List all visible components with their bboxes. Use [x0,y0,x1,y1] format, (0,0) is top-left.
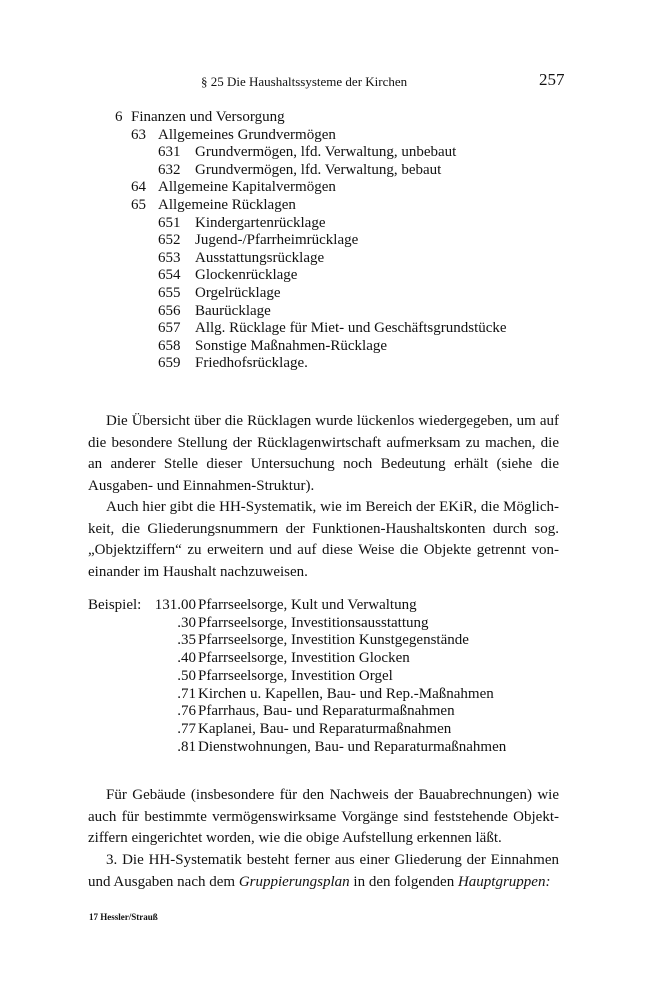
paragraph-line: ziffern eingerichtet worden, wie die obige Aufstellung erkennen läßt. [88,830,502,846]
example-label: Pfarrseelsorge, Kult und Verwaltung [198,597,417,613]
running-header [0,70,650,92]
outline-number: 631 [158,144,181,161]
outline-number: 653 [158,249,181,266]
example-code: .71 [177,685,196,702]
emphasis-gruppierungsplan: Gruppierungsplan [238,873,350,890]
example-code: .76 [177,703,196,720]
outline-number: 655 [158,285,181,301]
outline-number: 6 [115,109,123,125]
example-code: .50 [177,667,196,684]
paragraph-object-digits [88,497,559,583]
example-label: Kaplanei, Bau- und Reparaturmaßnahmen [198,720,452,737]
example-label: Kirchen u. Kapellen, Bau- und Rep.-Maßnahmen [198,685,494,702]
example-label: Pfarrseelsorge, Investition Glocken [198,650,410,667]
paragraph-line [88,872,559,894]
example-code: .35 [177,632,196,649]
example-code: .40 [177,650,196,667]
text-run: und Ausgaben nach dem [88,873,239,890]
outline-number: 651 [158,214,181,231]
outline-label: Grundvermögen, lfd. Verwaltung, unbebaut [195,144,457,161]
paragraph-line: Auch hier gibt die HH-Systematik, wie im Bereich der EKiR, die Möglich- [106,499,559,515]
example-label: Pfarrhaus, Bau- und Reparaturmaßnahmen [198,703,455,720]
text-run: in den folgenden [349,873,458,890]
outline-number: 652 [158,232,181,249]
paragraph-grouping-plan [88,850,559,893]
paragraph-line: keit, die Gliederungsnummern der Funktionen-Haushaltskonten durch sog. [88,520,559,537]
outline-label: Kindergartenrücklage [195,214,326,231]
outline-label: Grundvermögen, lfd. Verwaltung, bebaut [195,161,442,178]
outline-label: Allgemeine Rücklagen [158,197,296,213]
example-label: Pfarrseelsorge, Investition Orgel [198,667,393,684]
example-code: .30 [177,614,196,631]
outline-number: 659 [158,355,181,372]
header-title: § 25 Die Haushaltssysteme der Kirchen [201,74,408,89]
outline-label: Allgemeine Kapitalvermögen [158,179,336,196]
outline-number: 654 [158,267,181,284]
outline-label: Allg. Rücklage für Miet- und Geschäftsgrundstücke [195,320,507,337]
outline-label: Baurücklage [195,302,271,319]
outline-label: Allgemeines Grundvermögen [158,126,336,143]
outline-label: Ausstattungsrücklage [195,249,325,266]
paragraph-reserves [88,411,559,497]
example-label: Dienstwohnungen, Bau- und Reparaturmaßnahmen [198,738,507,755]
footer-signature: 17 Hessler/Strauß [89,912,158,922]
example-label: Pfarrseelsorge, Investitionsausstattung [198,614,429,631]
outline-number: 64 [131,179,146,196]
outline-label: Orgelrücklage [195,285,281,301]
outline-number: 63 [131,126,146,143]
outline-label: Sonstige Maßnahmen-Rücklage [195,337,388,354]
paragraph-line: einander im Haushalt nachzuweisen. [88,563,308,580]
paragraph-line: 3. Die HH-Systematik besteht ferner aus einer Gliederung der Einnahmen [106,852,559,868]
example-code: 131.00 [154,597,196,613]
page-number: 257 [539,70,565,89]
outline-label: Glockenrücklage [195,267,298,284]
outline-label: Jugend-/Pfarrheimrücklage [195,232,359,249]
paragraph-line: „Objektziffern“ zu erweitern und auf diese Weise die Objekte getrennt von- [88,542,559,558]
outline-number: 656 [158,302,181,319]
paragraph-line: Die Übersicht über die Rücklagen wurde lückenlos wiedergegeben, um auf [106,413,559,429]
paragraph-line: an anderer Stelle dieser Untersuchung noch Bedeutung erhält (siehe die [88,456,559,472]
paragraph-line: Ausgaben- und Einnahmen-Struktur). [88,477,315,494]
paragraph-line: auch für bestimmte vermögenswirksame Vorgänge sind feststehende Objekt- [88,808,559,825]
outline-label: Friedhofsrücklage. [195,355,308,372]
paragraph-line: die besondere Stellung der Rücklagenwirtschaft aufmerksam zu machen, die [88,434,559,451]
emphasis-hauptgruppen: Hauptgruppen: [457,873,551,890]
example-code: .81 [177,738,196,755]
outline-number: 632 [158,161,181,178]
example-code: .77 [177,720,196,737]
outline-number: 65 [131,197,146,213]
outline-number: 657 [158,320,181,337]
paragraph-line: Für Gebäude (insbesondere für den Nachweis der Bauabrechnungen) wie [106,787,559,803]
outline-label: Finanzen und Versorgung [131,109,285,125]
example-label: Pfarrseelsorge, Investition Kunstgegenstände [198,632,469,649]
example-prefix: Beispiel: [88,597,142,613]
paragraph-buildings [88,785,559,850]
outline-number: 658 [158,337,181,354]
